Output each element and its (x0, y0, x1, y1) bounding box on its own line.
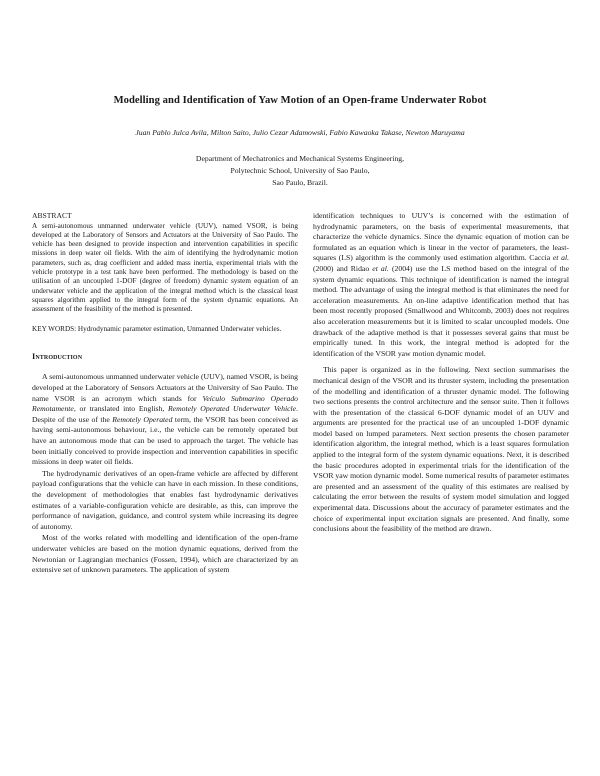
right-paragraph-1 (313, 211, 569, 359)
author-list: Juan Pablo Julca Avila, Milton Saito, Julio Cezar Adamowski, Fabio Kawaoka Takase, Newton Maruyama (135, 128, 465, 137)
paper-title: Modelling and Identification of Yaw Motion of an Open-frame Underwater Robot (113, 95, 487, 106)
text-run: (2000) and Ridao (313, 263, 373, 273)
emphasis: Veículo Submarino Operado Remotamente (32, 393, 299, 414)
right-column (313, 211, 569, 535)
affiliation-line: Department of Mechatronics and Mechanical Systems Engineering, (195, 154, 405, 163)
text-run: . Despite of the use of the (32, 404, 298, 424)
intro-paragraph-2: The hydrodynamic derivatives of an open-frame vehicle are affected by different payload configurations that the vehicle can have in each mission. In these conditions, the development of methodologies that enables fast hydrodynamic derivatives estimates of a variable-configuration vehicle are desirable, as this, can improve the performance of navigation, guidance, and control system while increasing its degree of autonomy. (32, 468, 298, 531)
abstract (32, 211, 298, 315)
section-heading-introduction: Introduction (32, 351, 83, 361)
text-run: (2004) use the LS method based on the integral of the system dynamic equations. This technique of identification is named the integral method. The advantage of using the integral method is that eliminates the need for acceleration measurements. An on-line adaptive identification method that has been most recently proposed (Smallwood and Whitcomb, 2003) does not requires also acceleration measurements but it is limited to scalar uncoupled models. One drawback of the adaptive method is that it possesses several gains that must be empirically tuned. In this work, the integral method is adopted for the identification of the VSOR yaw motion dynamic model. (313, 263, 569, 358)
affiliation-line: Sao Paulo, Brazil. (272, 178, 328, 187)
text-run: A semi-autonomous unmanned underwater vehicle (UUV), named VSOR, is being developed at the Laboratory of Sensors Actuators at the University of Sao Paulo. The name VSOR is an acronym which stands for (32, 372, 298, 403)
affiliation-line: Polytechnic School, University of Sao Paulo, (230, 166, 370, 175)
affiliation (0, 153, 600, 189)
intro-paragraph-1 (32, 372, 298, 467)
emphasis: et al. (552, 253, 570, 263)
abstract-label: ABSTRACT (32, 211, 72, 220)
emphasis: Remotely Operated (112, 414, 173, 424)
abstract-text: A semi-autonomous unmanned underwater vehicle (UUV), named VSOR, is being developed at the Laboratory of Sensors and Actuators at the University of Sao Paulo. The vehicle has been designed to provide inspection and intervention capabilities in specific missions in deep water oil fields. With the aim of identifying the hydrodynamic motion parameters, such as, drag coefficient and added mass inertia, experimental trials with the vehicle prototype in a test tank have been performed. The methodology is based on the utilisation of an uncoupled 1-DOF (degree of freedom) dynamic system equation of an underwater vehicle and the application of the integral method which is the classical least squares algorithm applied to the integral form of the system dynamic equations. An assessment of the feasibility of the method is presented. (32, 221, 298, 314)
emphasis: Remotely Operated Underwater Vehicle (167, 404, 297, 414)
text-run: , or translated into English, (73, 404, 168, 414)
text-run: identification techniques to UUV’s is concerned with the estimation of hydrodynamic parameters, on the basis of experimental measurements, that characterize the vehicle dynamics. Since the dynamic equation of motion can be formulated as an equation which is linear in the vector of parameters, the least-squares (LS) algorithm is the commonly used estimation algorithm. Caccia (313, 211, 569, 263)
right-paragraph-2: This paper is organized as in the following. Next section summarises the mechanical design of the VSOR and its thruster system, including the presentation of the modelling and identification of a thruster dynamic model. The following two sections presents the control architecture and the sensor suite. Then it follows with the presentation of the classical 6-DOF dynamic model of an UUV and arguments are presented for the practical use of an uncoupled 1-DOF dynamic model based on lumped parameters. Next section presents the chosen parameter identification algorithm, the integral method, which is a least squares formulation applied to the integral form of the system dynamic equations. Next, it is described the basic procedures adopted in experimental trials for the identification of the VSOR yaw motion dynamic model. Some numerical results of parameter estimates are presented and an assessment of the quality of this estimates are realised by calculating the error between the results of system model simulation and logged experimental data. Discussions about the accuracy of parameter estimates and the choice of experimental input excitation signals are presented. And finally, some conclusions about the feasibility of the method are drawn. (313, 365, 569, 534)
keywords: KEY WORDS: Hydrodynamic parameter estimation, Unmanned Underwater vehicles. (32, 324, 282, 333)
left-column (32, 211, 298, 576)
text-run: term, the VSOR has been conceived as having semi-autonomous behaviour, i.e., the vehicle can be remotely operated but have an autonomous mode that can be used to approach the target. The vehicle has been initially conceived to provide inspection and intervention capabilities in specific missions in deep water oil fields. (32, 414, 298, 467)
emphasis: et al. (372, 263, 389, 273)
intro-paragraph-3: Most of the works related with modelling and identification of the open-frame underwater vehicles are based on the motion dynamic equations, derived from the Newtonian or Lagrangian mechanics (Fossen, 1994), which are characterized by an extensive set of unknown parameters. The application of system (32, 533, 298, 575)
